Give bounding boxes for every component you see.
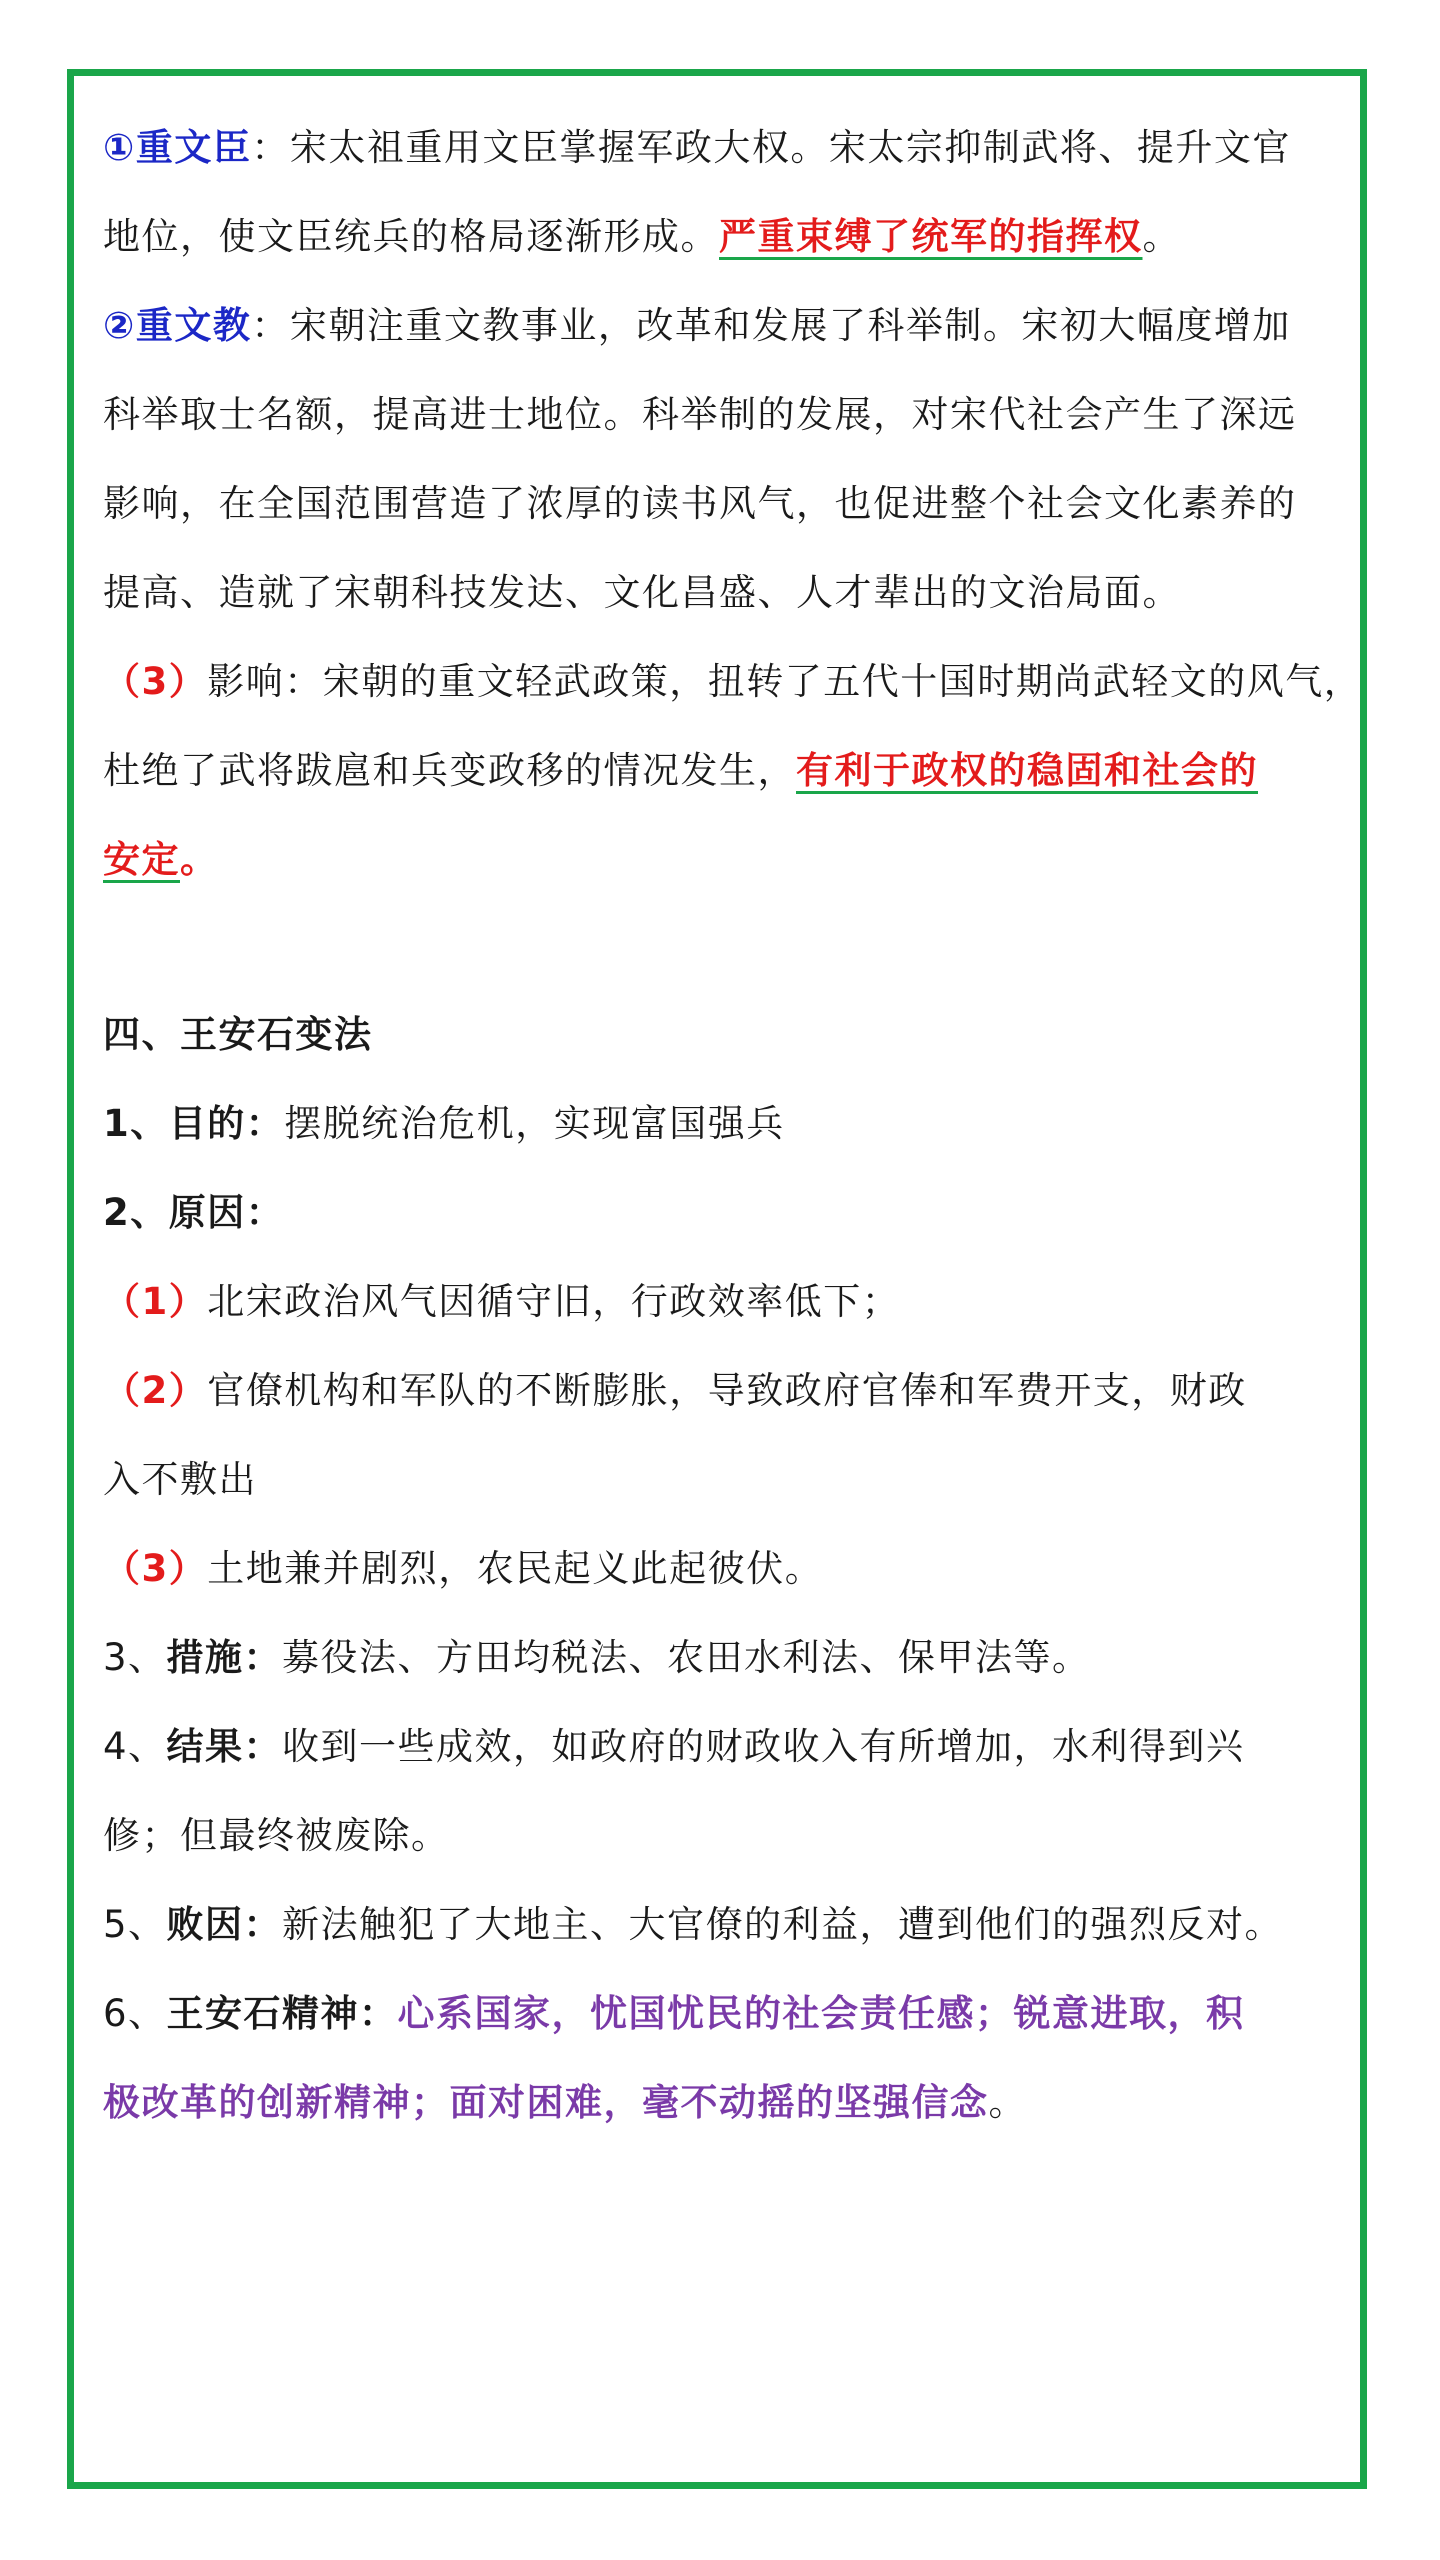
song-p1-line2: 地位，使文臣统兵的格局逐渐形成。严重束缚了统军的指挥权。 <box>103 215 1181 258</box>
cause-item-3: （3）土地兼并剧烈，农民起义此起彼伏。 <box>103 1547 824 1590</box>
purpose-line: 1、目的：摆脱统治危机，实现富国强兵 <box>103 1102 785 1145</box>
term-zhongwenjiao: ②重文教 <box>103 304 252 347</box>
section-gap <box>103 914 1343 1000</box>
cause-item-2-cont: 入不敷出 <box>103 1458 257 1501</box>
song-p2-line4: 提高、造就了宋朝科技发达、文化昌盛、人才辈出的文治局面。 <box>103 571 1181 614</box>
song-p2-line2: 科举取士名额，提高进士地位。科举制的发展，对宋代社会产生了深远 <box>103 393 1297 436</box>
document-body <box>103 113 1363 2157</box>
measures-line: 3、措施：募役法、方田均税法、农田水利法、保甲法等。 <box>103 1636 1091 1679</box>
term-zhongwenchen: ①重文臣 <box>103 126 252 169</box>
cause-item-2: （2）官僚机构和军队的不断膨胀，导致政府官俸和军费开支，财政 <box>103 1369 1247 1412</box>
song-p3-line1: （3）影响：宋朝的重文轻武政策，扭转了五代十国时期尚武轻文的风气， <box>103 660 1363 703</box>
results-line-cont: 修；但最终被废除。 <box>103 1814 450 1857</box>
section-heading: 四、王安石变法 <box>103 1013 373 1056</box>
song-p3-line2: 杜绝了武将跋扈和兵变政移的情况发生，有利于政权的稳固和社会的 <box>103 749 1258 792</box>
song-p1-line1: ①重文臣：宋太祖重用文臣掌握军政大权。宋太宗抑制武将、提升文官 <box>103 126 1291 169</box>
failure-line: 5、败因：新法触犯了大地主、大官僚的利益，遭到他们的强烈反对。 <box>103 1903 1284 1946</box>
emphasis-stability-cont: 安定 <box>103 838 180 881</box>
causes-heading: 2、原因： <box>103 1191 285 1234</box>
cause-item-1: （1）北宋政治风气因循守旧，行政效率低下； <box>103 1280 901 1323</box>
marker-3: （3） <box>103 660 208 703</box>
spirit-line: 6、王安石精神：心系国家，忧国忧民的社会责任感；锐意进取，积 <box>103 1992 1245 2035</box>
results-line: 4、结果：收到一些成效，如政府的财政收入有所增加，水利得到兴 <box>103 1725 1245 1768</box>
emphasis-stability: 有利于政权的稳固和社会的 <box>796 749 1258 792</box>
song-p2-line1: ②重文教：宋朝注重文教事业，改革和发展了科举制。宋初大幅度增加 <box>103 304 1291 347</box>
song-p3-line3: 安定。 <box>103 838 219 881</box>
emphasis-command-constrained: 严重束缚了统军的指挥权 <box>719 215 1143 258</box>
song-p2-line3: 影响，在全国范围营造了浓厚的读书风气，也促进整个社会文化素养的 <box>103 482 1297 525</box>
spirit-line-cont: 极改革的创新精神；面对困难，毫不动摇的坚强信念。 <box>103 2081 1027 2124</box>
